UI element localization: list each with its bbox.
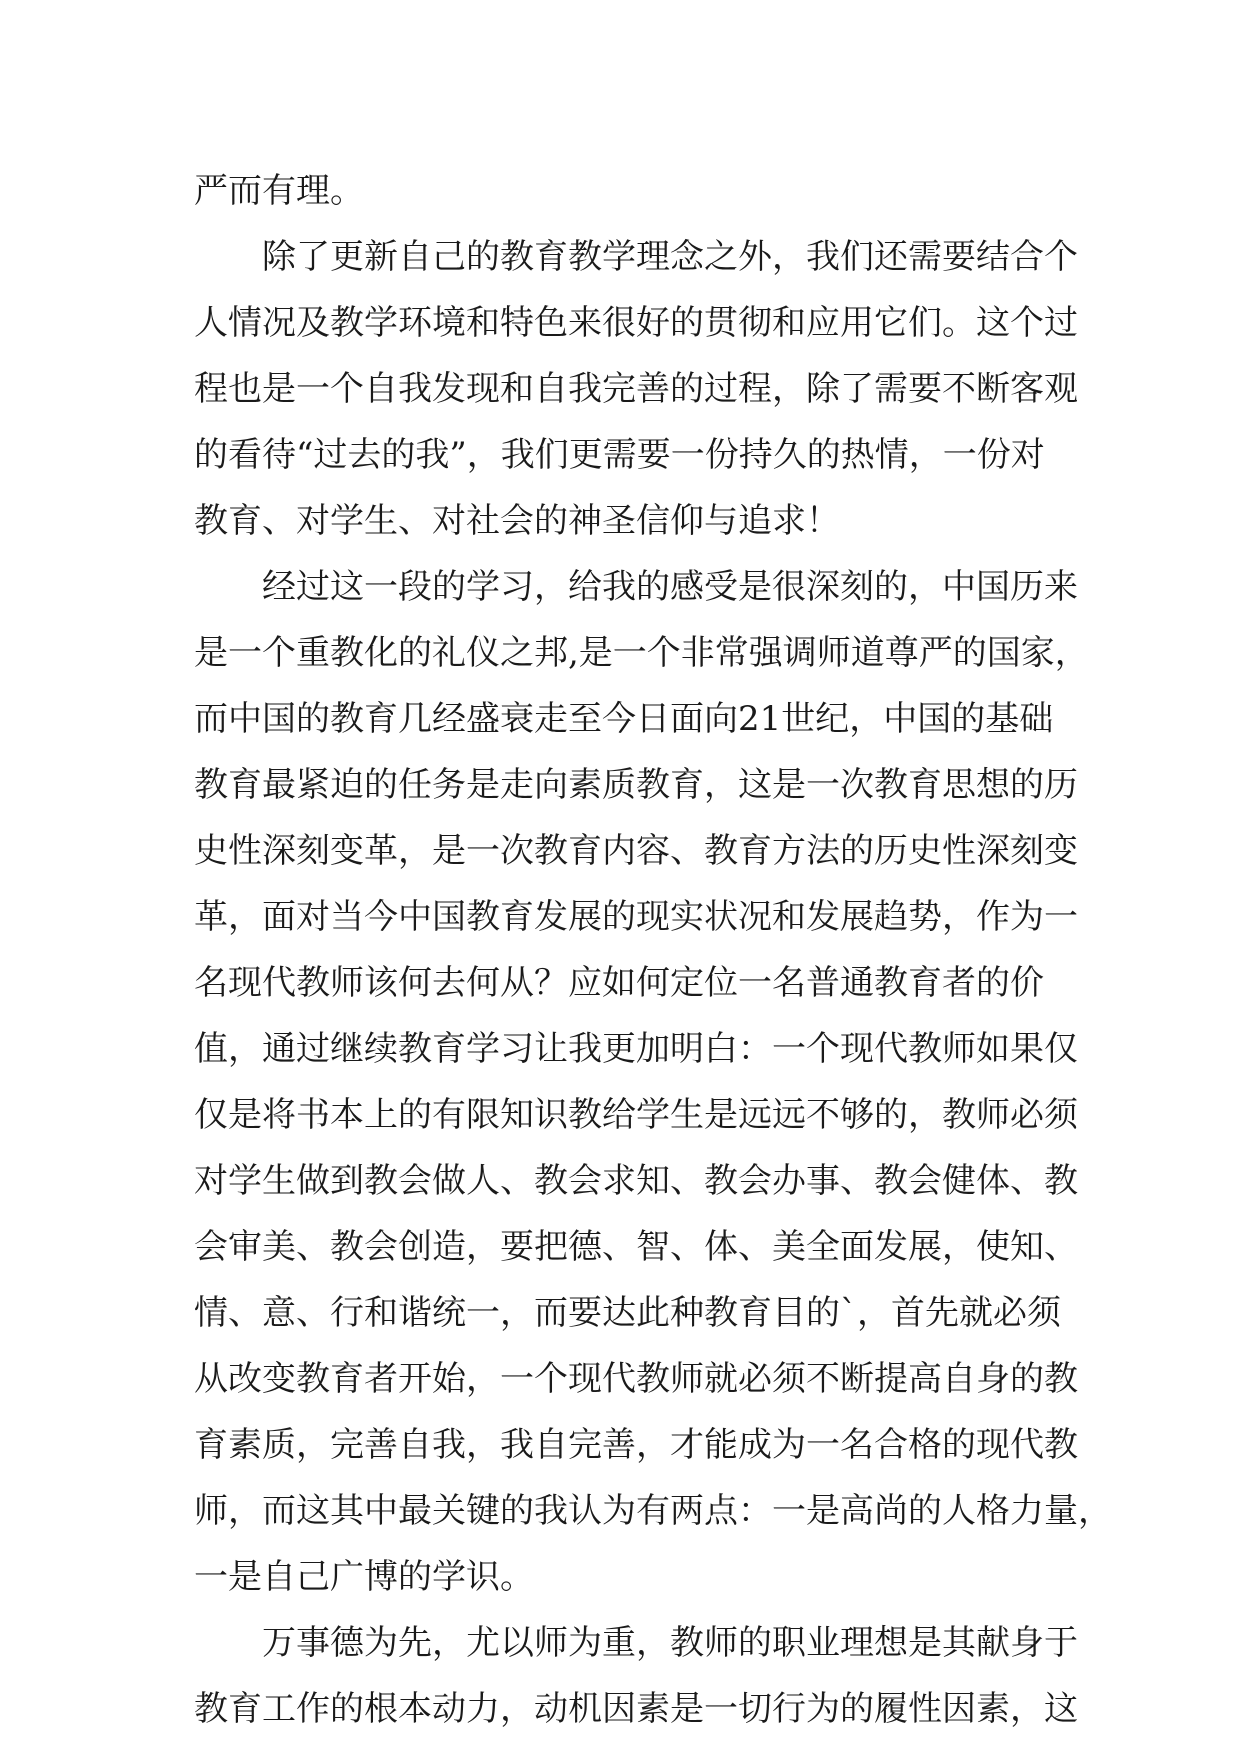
text-line: 师，而这其中最关键的我认为有两点：一是高尚的人格力量， (194, 1491, 1112, 1531)
text-line: 人情况及教学环境和特色来很好的贯彻和应用它们。这个过 (194, 303, 1078, 343)
text-line: 仅是将书本上的有限知识教给学生是远远不够的，教师必须 (194, 1095, 1078, 1135)
text-line: 程也是一个自我发现和自我完善的过程，除了需要不断客观 (194, 369, 1078, 409)
text-line: 对学生做到教会做人、教会求知、教会办事、教会健体、教 (194, 1161, 1078, 1201)
paragraph-start-line: 万事德为先，尤以师为重，教师的职业理想是其献身于 (194, 1623, 1078, 1663)
text-line: 的看待“过去的我”，我们更需要一份持久的热情，一份对 (194, 435, 1045, 475)
text-line: 教育、对学生、对社会的神圣信仰与追求！ (194, 501, 840, 541)
text-line: 会审美、教会创造，要把德、智、体、美全面发展，使知、 (194, 1227, 1078, 1267)
text-line: 教育工作的根本动力，动机因素是一切行为的履性因素，这 (194, 1689, 1078, 1729)
paragraph-start-line: 除了更新自己的教育教学理念之外，我们还需要结合个 (194, 237, 1078, 277)
text-line: 值，通过继续教育学习让我更加明白：一个现代教师如果仅 (194, 1029, 1078, 1069)
text-line: 情、意、行和谐统一，而要达此种教育目的`，首先就必须 (194, 1293, 1061, 1333)
paragraph-start-line: 经过这一段的学习，给我的感受是很深刻的，中国历来 (194, 567, 1078, 607)
text-line: 育素质，完善自我，我自完善，才能成为一名合格的现代教 (194, 1425, 1078, 1465)
text-line: 革，面对当今中国教育发展的现实状况和发展趋势，作为一 (194, 897, 1078, 937)
text-line: 史性深刻变革，是一次教育内容、教育方法的历史性深刻变 (194, 831, 1078, 871)
text-line: 从改变教育者开始，一个现代教师就必须不断提高自身的教 (194, 1359, 1078, 1399)
text-line: 而中国的教育几经盛衰走至今日面向21世纪，中国的基础 (194, 699, 1054, 739)
text-line: 严而有理。 (194, 171, 364, 211)
text-line: 是一个重教化的礼仪之邦,是一个非常强调师道尊严的国家， (194, 633, 1089, 673)
text-line: 一是自己广博的学识。 (194, 1557, 534, 1597)
document-body (194, 158, 1112, 1742)
text-line: 名现代教师该何去何从？应如何定位一名普通教育者的价 (194, 963, 1044, 1003)
text-line: 教育最紧迫的任务是走向素质教育，这是一次教育思想的历 (194, 765, 1078, 805)
